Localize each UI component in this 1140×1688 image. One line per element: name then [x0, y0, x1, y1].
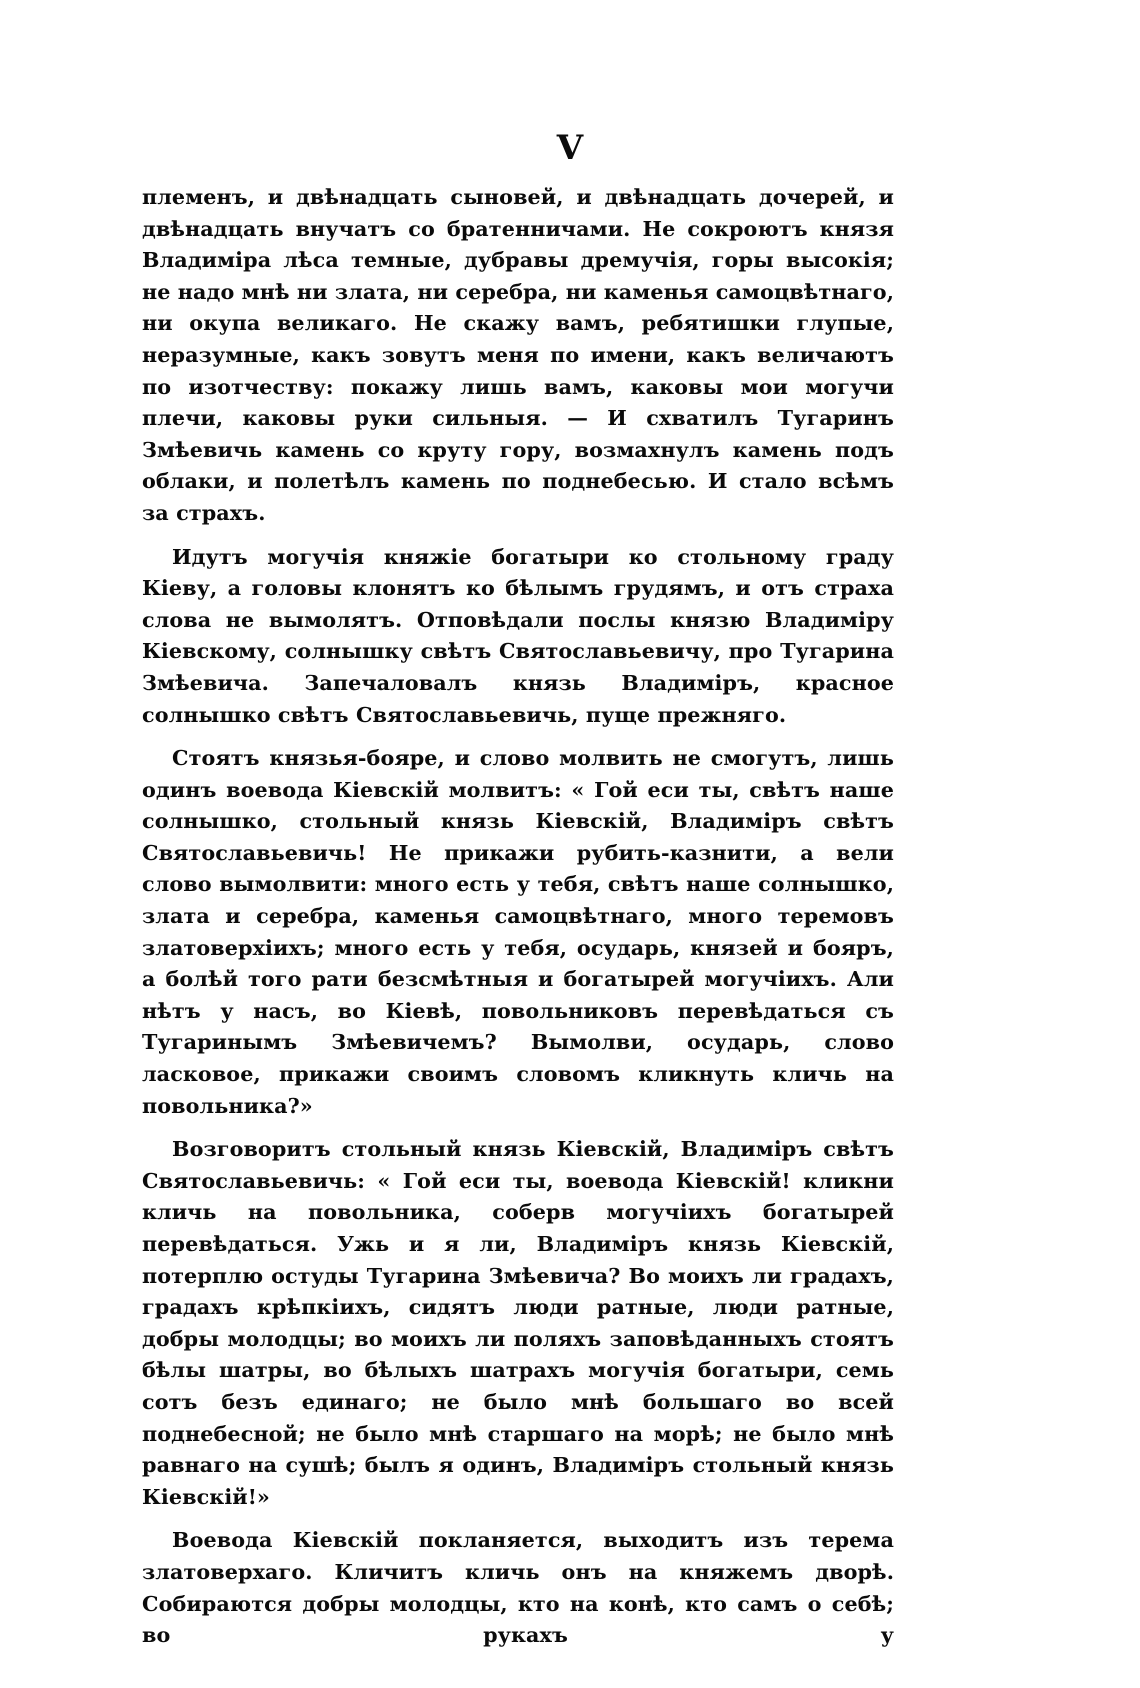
paragraph-1: племенъ, и двѣнадцать сыновей, и двѣнадцать дочерей, и двѣнадцать внучатъ со братенничами. Не сокроютъ князя Владиміра лѣса темные, дубравы дремучія, горы высокія; не надо мнѣ ни злата, ни серебра, ни каменья самоцвѣтнаго, ни окупа великаго. Не скажу вамъ, ребятишки глупые, неразумные, какъ зовутъ меня по имени, какъ величаютъ по изотчеству: покажу лишь вамъ, каковы мои могучи плечи, каковы руки сильныя. — И схватилъ Тугаринъ Змѣевичь камень со круту гору, возмахнулъ камень подъ облаки, и полетѣлъ камень по поднебесью. И стало всѣмъ за страхъ.	[142, 185, 895, 525]
body-text	[142, 182, 894, 1652]
paragraph-2: Идутъ могучія княжіе богатыри ко стольному граду Кіеву, а головы клонятъ ко бѣлымъ грудямъ, и отъ страха слова не вымолятъ. Отповѣдали послы князю Владиміру Кіевскому, солнышку свѣтъ Святославьевичу, про Тугарина Змѣевича. Запечаловалъ князь Владиміръ, красное солнышко свѣтъ Святославьевичь, пуще прежняго.	[142, 544, 894, 727]
paragraph-3: Стоятъ князья-бояре, и слово молвить не смогутъ, лишь одинъ воевода Кіевскій молвитъ: « Гой еси ты, свѣтъ наше солнышко, стольный князь Кіевскій, Владиміръ свѣтъ Святославьевичь! Не прикажи рубить-казнити, а вели слово вымолвити: много есть у тебя, свѣтъ наше солнышко, злата и серебра, каменья самоцвѣтнаго, много теремовъ златоверхіихъ; много есть у тебя, осударь, князей и бояръ, а болѣй того рати безсмѣтныя и богатырей могучіихъ. Али нѣтъ у насъ, во Кіевѣ, повольниковъ перевѣдаться съ Тугаринымъ Змѣевичемъ? Вымолви, осударь, слово ласковое, прикажи своимъ словомъ кликнуть кличь на повольника?»	[142, 746, 894, 1118]
page-number: V	[556, 128, 584, 168]
paragraph-4: Возговоритъ стольный князь Кіевскій, Владиміръ свѣтъ Святославьевичь: « Гой еси ты, воевода Кіевскій! кликни кличь на повольника, соберв могучіихъ богатырей перевѣдаться. Ужь и я ли, Владиміръ князь Кіевскій, потерплю остуды Тугарина Змѣевича? Во моихъ ли градахъ, градахъ крѣпкіихъ, сидятъ люди ратные, люди ратные, добры молодцы; во моихъ ли поляхъ заповѣданныхъ стоятъ бѣлы шатры, во бѣлыхъ шатрахъ могучія богатыри, семь сотъ безъ единаго; не было мнѣ большаго во всей поднебесной; не было мнѣ старшаго на морѣ; не было мнѣ равнаго на сушѣ; былъ я одинъ, Владиміръ стольный князь Кіевскій!»	[142, 1137, 894, 1509]
paragraph-5: Воевода Кіевскій покланяется, выходитъ изъ терема златоверхаго. Кличитъ кличь онъ на княжемъ дворѣ. Собираются добры молодцы, кто на конѣ, кто самъ о себѣ; во рукахъ у	[142, 1528, 894, 1648]
